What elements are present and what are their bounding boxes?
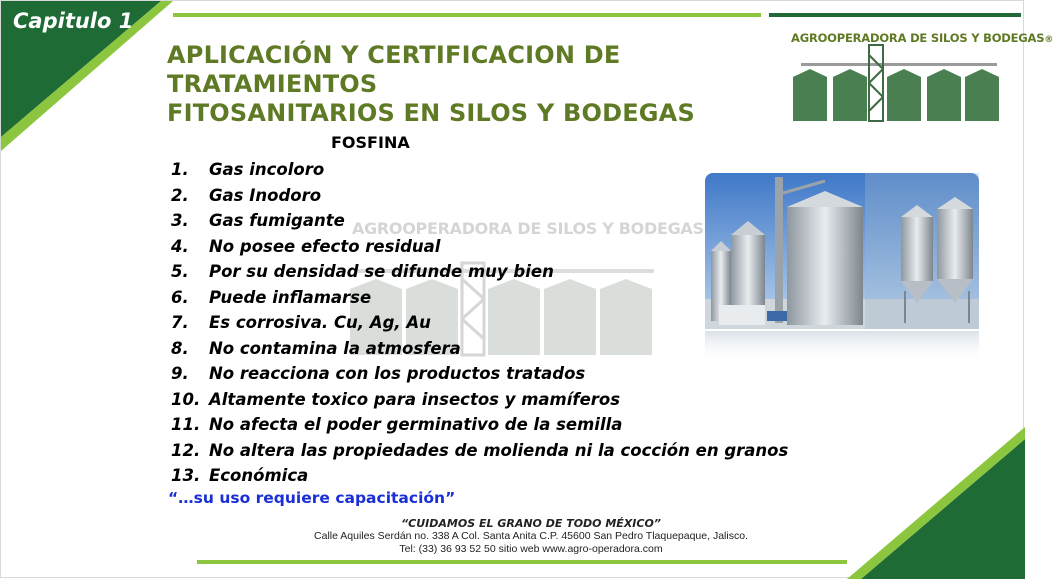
footer xyxy=(271,517,791,556)
title-line-1: APLICACIÓN Y CERTIFICACION DE TRATAMIENTOS xyxy=(167,41,621,98)
slide-title xyxy=(167,41,787,128)
silos-photo xyxy=(705,173,979,363)
list-item: 1. Gas incoloro xyxy=(171,160,325,180)
list-item: 7. Es corrosiva. Cu, Ag, Au xyxy=(171,313,431,333)
section-heading: FOSFINA xyxy=(331,133,410,152)
top-right-line xyxy=(769,13,1021,17)
footer-contact: Tel: (33) 36 93 52 50 sitio web www.agro-operadora.com xyxy=(399,543,663,555)
list-item: 6. Puede inflamarse xyxy=(171,287,372,307)
training-quote: “…su uso requiere capacitación” xyxy=(168,489,456,507)
title-line-2: FITOSANITARIOS EN SILOS Y BODEGAS xyxy=(167,99,695,127)
company-logo xyxy=(787,25,1053,125)
list-item: 12. No altera las propiedades de molienda ni la cocción en granos xyxy=(171,440,789,460)
list-item: 11. No afecta el poder germinativo de la semilla xyxy=(171,415,623,435)
list-item: 9. No reacciona con los productos tratados xyxy=(171,364,586,384)
list-item: 13. Económica xyxy=(171,466,309,486)
bottom-line xyxy=(197,560,847,564)
list-item: 5. Por su densidad se difunde muy bien xyxy=(171,262,554,282)
chapter-label: Capitulo 1 xyxy=(13,9,134,33)
footer-address: Calle Aquiles Serdán no. 338 A Col. Santa Anita C.P. 45600 San Pedro Tlaquepaque, Jalisco. xyxy=(314,530,748,542)
list-item: 8. No contamina la atmosfera xyxy=(171,338,461,358)
list-item: 4. No posee efecto residual xyxy=(171,236,441,256)
watermark-text: AGROOPERADORA DE SILOS Y BODEGAS xyxy=(352,219,704,238)
logo-text: AGROOPERADORA DE SILOS Y BODEGAS® xyxy=(791,31,1053,45)
list-item: 2. Gas Inodoro xyxy=(171,185,322,205)
list-item: 3. Gas fumigante xyxy=(171,211,345,231)
footer-slogan: “CUIDAMOS EL GRANO DE TODO MÉXICO” xyxy=(401,517,661,530)
properties-list xyxy=(171,157,788,489)
top-line xyxy=(173,13,761,17)
list-item: 10. Altamente toxico para insectos y mamíferos xyxy=(171,389,621,409)
